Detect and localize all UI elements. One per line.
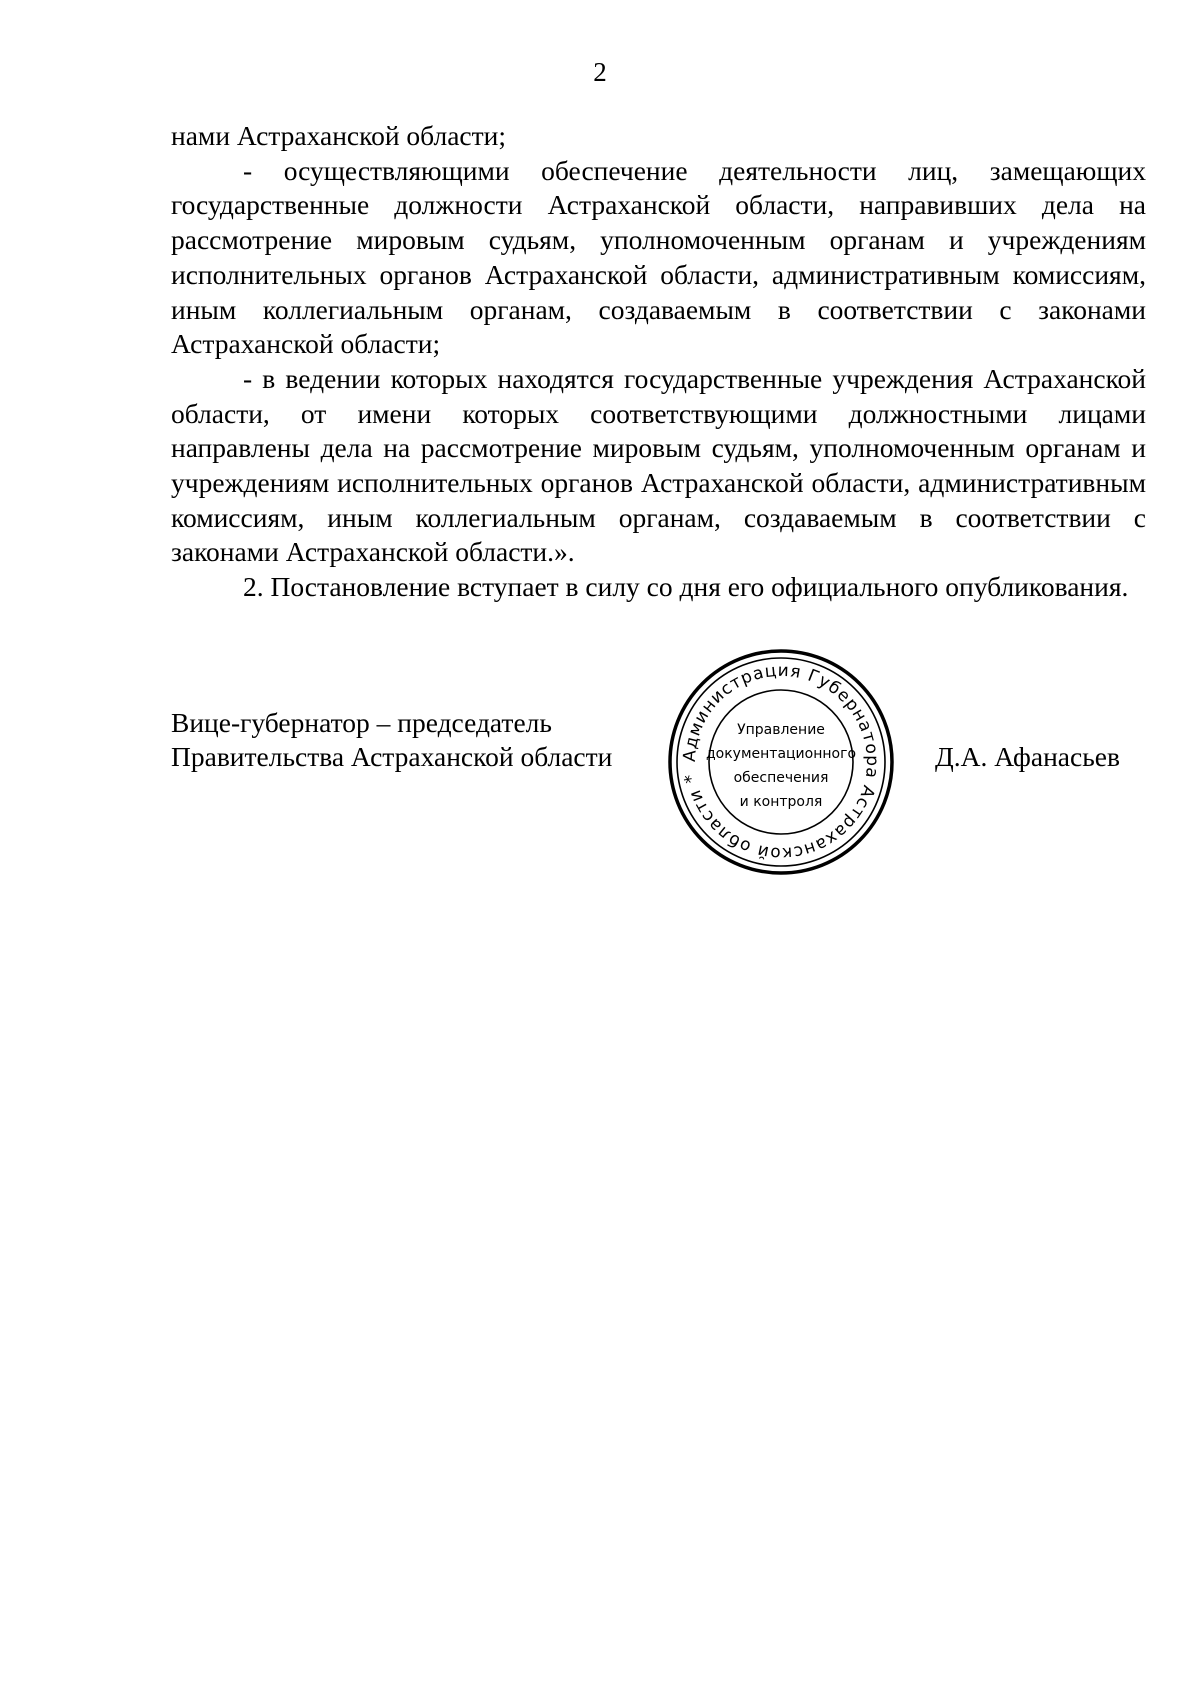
signer-title-line-2: Правительства Астраханской области [171, 741, 613, 772]
seal-ring-text: Администрация Губернатора Астраханской области * [679, 660, 883, 864]
official-seal [667, 648, 895, 876]
paragraph-continuation: нами Астраханской области; [171, 120, 506, 151]
seal-inner-line-1: Управление [737, 722, 825, 738]
signer-name: Д.А. Афанасьев [935, 741, 1120, 772]
paragraph-clause-staff: - осуществляющими обеспечение деятельности лиц, замещающих государственные должности Астраханской области, направивших дела на рассмотрение мировым судьям, уполномоченным органам и учреждениям исполнительных органов Астраханской области, административным комиссиям, иным коллегиальным органам, создаваемым в соответствии с законами Астраханской области; [171, 154, 1146, 360]
paragraph-clause-institutions: - в ведении которых находятся государственные учреждения Астраханской области, от имени которых соответствующими должностными лицами направлены дела на рассмотрение мировым судьям, уполномоченным органам и учреждениям исполнительных органов Астраханской области, административным комиссиям, иным коллегиальным органам, создаваемым в соответствии с законами Астраханской области.». [171, 362, 1146, 568]
paragraph-effective-date: 2. Постановление вступает в силу со дня его официального опубликования. [243, 571, 1129, 603]
body-text [171, 119, 1146, 605]
seal-inner-ring [709, 690, 853, 834]
signer-title-line-1: Вице-губернатор – председатель [171, 707, 552, 738]
seal-graphic [667, 648, 895, 876]
seal-inner-line-3: обеспечения [733, 770, 829, 786]
seal-inner-line-4: и контроля [739, 794, 823, 810]
seal-outer-ring [670, 651, 892, 873]
page-number: 2 [593, 57, 607, 87]
signer-title [171, 706, 612, 774]
seal-inner-line-2: документационного [705, 746, 857, 762]
